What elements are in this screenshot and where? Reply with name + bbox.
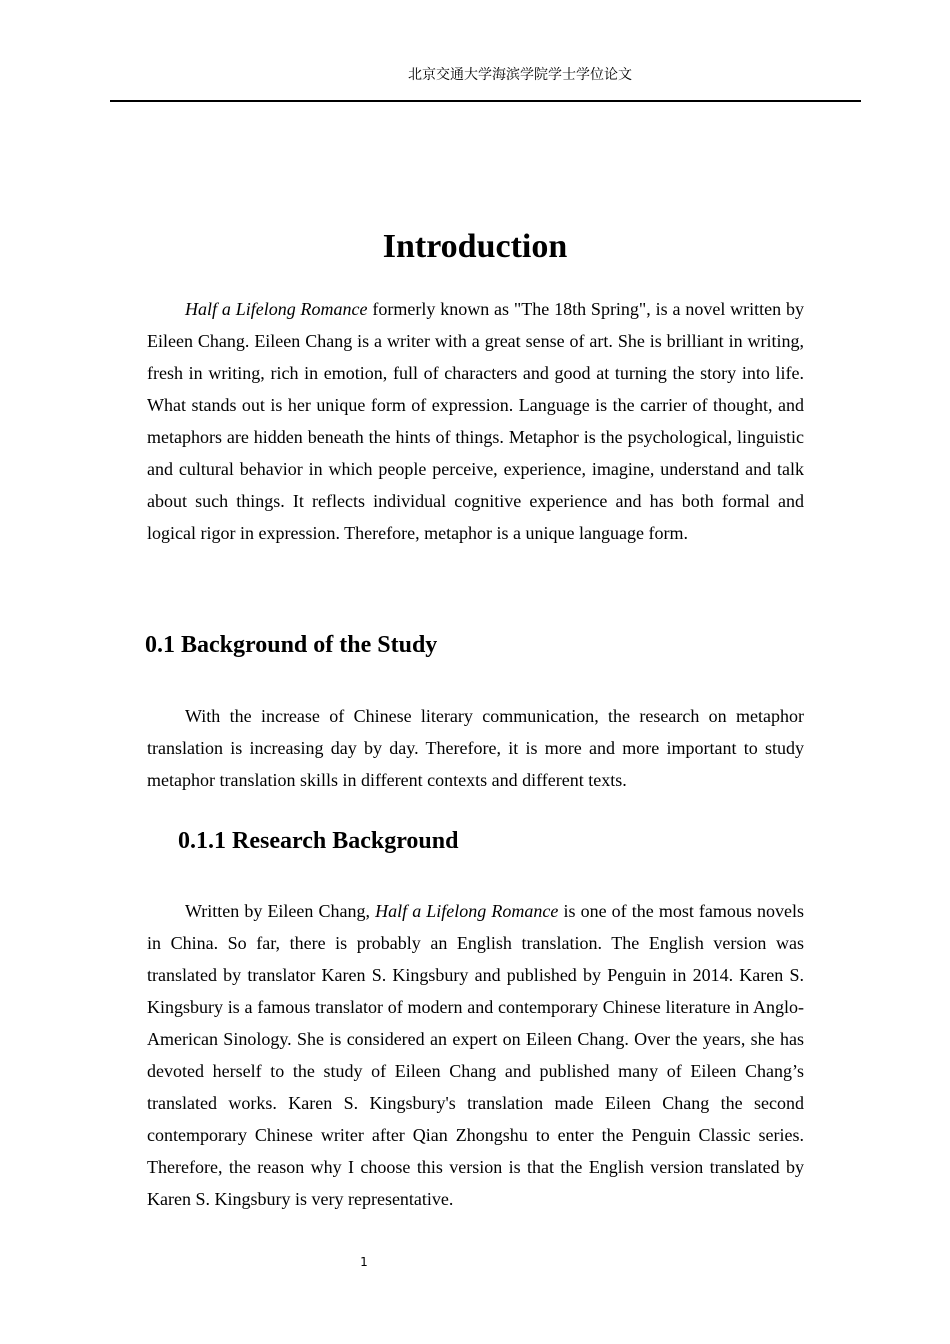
page-title: Introduction [382,228,568,265]
research-lead-text: Written by Eileen Chang, [185,901,376,921]
header-rule [110,100,861,102]
book-title-italic: Half a Lifelong Romance [185,299,368,319]
intro-text: formerly known as "The 18th Spring", is a novel written by Eileen Chang. Eileen Chang is a writer with a great sense of art. She is brilliant in writing, fresh in writing, rich in emotion, full of characters and good at turning the story into life. What stands out is her unique form of expression. Language is the carrier of thought, and metaphors are hidden beneath the hints of things. Metaphor is the psychological, linguistic and cultural behavior in which people perceive, experience, imagine, understand and talk about such things. It reflects individual cognitive experience and has both formal and logical rigor in expression. Therefore, metaphor is a unique language form. [147,299,804,543]
research-text: is one of the most famous novels in China. So far, there is probably an English translation. The English version was translated by translator Karen S. Kingsbury and published by Penguin in 2014. Karen S. Kingsbury is a famous translator of modern and contemporary Chinese literature in Anglo-American Sinology. She is considered an expert on Eileen Chang. Over the years, she has devoted herself to the study of Eileen Chang and published many of Eileen Chang’s translated works. Karen S. Kingsbury's translation made Eileen Chang the second contemporary Chinese writer after Qian Zhongshu to enter the Penguin Classic series. Therefore, the reason why I choose this version is that the English version translated by Karen S. Kingsbury is very representative. [147,901,804,1209]
research-background-paragraph [147,895,804,1215]
page-number: 1 [360,1255,368,1269]
section-heading-0-1-1: 0.1.1 Research Background [178,828,459,854]
running-header: 北京交通大学海滨学院学士学位论文 [408,67,632,83]
background-paragraph: With the increase of Chinese literary communication, the research on metaphor translation is increasing day by day. Therefore, it is more and more important to study metaphor translation skills in different contexts and different texts. [147,706,804,790]
book-title-italic: Half a Lifelong Romance [375,901,559,921]
section-heading-0-1: 0.1 Background of the Study [145,632,438,658]
intro-paragraph [147,293,804,549]
